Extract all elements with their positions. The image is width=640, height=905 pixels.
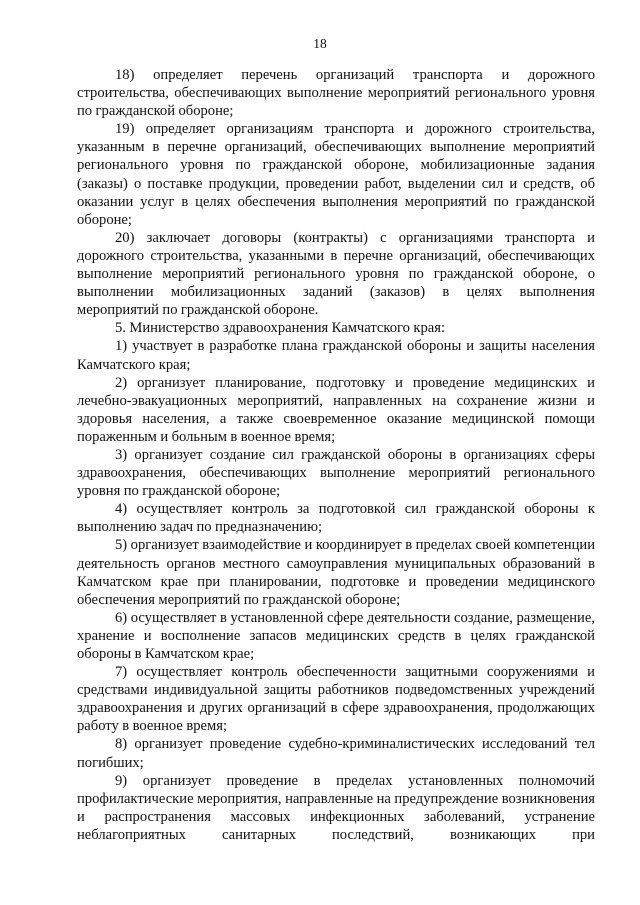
paragraph-item-2: 2) организует планирование, подготовку и проведение медицинских и лечебно-эвакуационных мероприятий, направленных на сохранение жизни и здоровья населения, а также своевременное оказание медицинской помощи пораженным и больным в военное время; <box>77 374 595 445</box>
paragraph-item-6: 6) осуществляет в установленной сфере деятельности создание, размещение, хранение и восполнение запасов медицинских средств в целях гражданской обороны в Камчатском крае; <box>77 609 595 662</box>
paragraph-item-1: 1) участвует в разработке плана гражданской обороны и защиты населения Камчатского края; <box>77 338 595 373</box>
paragraph-item-9: 9) организует проведение в пределах установленных полномочий профилактические мероприятия, направленные на предупреждение возникновения и распространения массовых инфекционных заболеваний, устранение неблагоприятных санитарных последствий, возникающих при <box>77 772 595 843</box>
paragraph-item-18: 18) определяет перечень организаций транспорта и дорожного строительства, обеспечивающих выполнение мероприятий регионального уровня по гражданской обороне; <box>77 67 595 120</box>
paragraph-item-8: 8) организует проведение судебно-криминалистических исследований тел погибших; <box>77 736 595 771</box>
document-body <box>77 66 595 844</box>
section-heading-ministry-of-health: 5. Министерство здравоохранения Камчатского края: <box>115 320 446 337</box>
paragraph-item-7: 7) осуществляет контроль обеспеченности защитными сооружениями и средствами индивидуальной защиты работников подведомственных учреждений здравоохранения и других организаций в сфере здравоохранения, продолжающих работу в военное время; <box>77 664 595 735</box>
page-number: 18 <box>313 36 327 51</box>
paragraph-item-3: 3) организует создание сил гражданской обороны в организациях сферы здравоохранения, обеспечивающих выполнение мероприятий регионального уровня по гражданской обороне; <box>77 446 595 500</box>
paragraph-item-4: 4) осуществляет контроль за подготовкой сил гражданской обороны к выполнению задач по предназначению; <box>77 501 595 536</box>
paragraph-item-20: 20) заключает договоры (контракты) с организациями транспорта и дорожного строительства, указанными в перечне организаций, обеспечивающих выполнение мероприятий регионального уровня по гражданской обороне, о выполнении мобилизационных заданий (заказов) в целях выполнения мероприятий по гражданской обороне. <box>77 229 595 319</box>
paragraph-item-19: 19) определяет организациям транспорта и дорожного строительства, указанным в перечне организаций, обеспечивающих выполнение мероприятий регионального уровня по гражданской обороне, мобилизационные задания (заказы) о поставке продукции, проведении работ, выделении сил и средств, об оказании услуг в целях обеспечения выполнения мероприятий по гражданской обороне; <box>77 121 595 228</box>
paragraph-item-5: 5) организует взаимодействие и координирует в пределах своей компетенции деятельность органов местного самоуправления муниципальных образований в Камчатском крае при планировании, подготовке и проведении медицинского обеспечения мероприятий по гражданской обороне; <box>77 537 595 608</box>
